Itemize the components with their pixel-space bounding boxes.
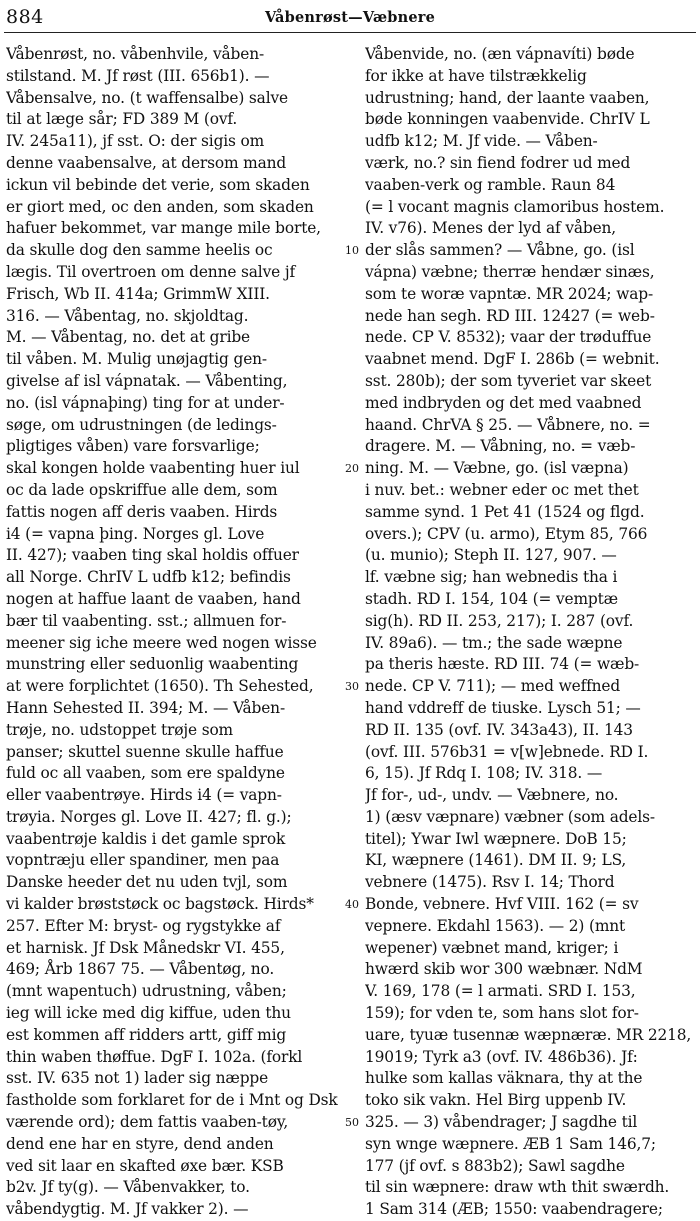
text-line: med indbryden og det med vaabned [365,393,642,412]
text-line: vaaben-verk og ramble. Raun 84 [365,175,616,194]
text-line: for ikke at have tilstrækkelig [365,66,587,85]
text-line: fattis nogen aff deris vaaben. Hirds [6,502,278,521]
text-line: til våben. M. Mulig unøjagtig gen- [6,350,267,369]
line-number: 40 [345,898,359,912]
text-line: IV. 89a6). — tm.; the sade wæpne [365,633,623,652]
text-line: (= l vocant magnis clamoribus hostem. [365,197,665,216]
text-line: Våbenrøst, no. våbenhvile, våben- [6,45,265,63]
text-line: til sin wæpnere: draw wth thit swærdh. [365,1178,670,1197]
text-line: værk, no.? sin fiend fodrer ud med [365,153,631,172]
page-header [0,0,700,40]
text-line: b2v. Jf ty(g). — Våbenvakker, to. [6,1178,250,1197]
text-line: 316. — Våbentag, no. skjoldtag. [6,306,249,325]
text-line: II. 427); vaaben ting skal holdis offuer [6,546,299,565]
text-line: vaabentrøje kaldis i det gamle sprok [6,829,286,848]
text-line: vepnere. Ekdahl 1563). — 2) (mnt [365,916,626,935]
text-line: 1 Sam 314 (ÆB; 1550: vaabendragere; [365,1200,663,1219]
text-line: ieg will icke med dig kiffue, uden thu [6,1004,291,1023]
text-line: bær til vaabenting. sst.; allmuen for- [6,611,287,630]
text-line: vaabnet mend. DgF I. 286b (= webnit. [365,350,660,369]
text-line: som te woræ vapntæ. MR 2024; wap- [365,284,653,303]
line-number: 50 [345,1116,359,1130]
text-line: Våbensalve, no. (t waffensalbe) salve [6,88,288,107]
text-line: V. 169, 178 (= l armati. SRD I. 153, [365,982,636,1001]
text-line: vebnere (1475). Rsv I. 14; Thord [365,873,615,892]
text-line: dragere. M. — Våbning, no. = væb- [365,437,636,456]
text-line: til at læge sår; FD 389 M (ovf. [6,110,238,129]
text-line: syn wnge wæpnere. ÆB 1 Sam 146,7; [365,1134,656,1153]
text-line: ning. M. — Væbne, go. (isl væpna) [365,459,629,478]
text-line: munstring eller seduonlig waabenting [6,655,299,674]
running-head: Våbenrøst—Væbnere [264,9,436,26]
text-line: denne vaabensalve, at dersom mand [6,153,287,172]
text-line: i nuv. bet.: webner eder oc met thet [365,480,639,499]
text-line: hand vddreff de tiuske. Lysch 51; — [365,698,641,717]
text-line: pligtiges våben) vare forsvarlige; [6,437,260,456]
text-line: Våbenvide, no. (æn vápnavíti) bøde [365,45,635,63]
text-line: sst. IV. 635 not 1) lader sig næppe [6,1069,269,1088]
text-line: fuld oc all vaaben, som ere spaldyne [6,764,285,783]
text-line: KI, wæpnere (1461). DM II. 9; LS, [365,851,627,870]
text-line: lf. væbne sig; han webnedis tha i [365,568,618,587]
text-line: 325. — 3) våbendrager; J sagdhe til [365,1113,638,1132]
text-line: vopntræju eller spandiner, men paa [6,851,280,870]
text-line: hafuer bekommet, var mange mile borte, [6,219,321,238]
text-line: Jf for-, ud-, undv. — Væbnere, no. [365,786,619,805]
text-line: oc da lade opskriffue alle dem, som [6,480,278,499]
text-line: IV. v76). Menes der lyd af våben, [365,219,617,238]
header-rule [4,32,696,33]
text-line: søge, om udrustningen (de ledings- [6,415,277,434]
text-line: (u. munio); Steph II. 127, 907. — [365,546,617,565]
text-line: stilstand. M. Jf røst (III. 656b1). — [6,66,270,85]
text-line: da skulle dog den samme heelis oc [6,241,273,260]
text-line: udrustning; hand, der laante vaaben, [365,88,650,107]
text-line: Hann Sehested II. 394; M. — Våben- [6,698,285,717]
text-line: 19019; Tyrk a3 (ovf. IV. 486b36). Jf: [365,1047,638,1066]
line-number: 10 [345,244,359,258]
text-line: 159); for vden te, som hans slot for- [365,1004,639,1023]
text-line: uare, tyuæ tusennæ wæpnæræ. MR 2218, [365,1025,692,1044]
text-line: 257. Efter M: bryst- og rygstykke af [6,916,281,935]
text-line: est kommen aff ridders artt, giff mig [6,1025,287,1044]
text-line: eller vaabentrøye. Hirds i4 (= vapn- [6,786,282,805]
text-line: stadh. RD I. 154, 104 (= vemptæ [365,589,618,608]
text-line: hwærd skib wor 300 wæbnær. NdM [365,960,643,979]
text-line: et harnisk. Jf Dsk Månedskr VI. 455, [6,938,285,957]
text-line: panser; skuttel suenne skulle haffue [6,742,284,761]
text-line: at were forplichtet (1650). Th Sehested, [6,677,314,696]
text-line: Frisch, Wb II. 414a; GrimmW XIII. [6,284,270,303]
text-line: all Norge. ChrIV L udfb k12; befindis [6,568,291,587]
text-line: der slås sammen? — Våbne, go. (isl [365,241,635,260]
text-line: wepener) væbnet mand, kriger; i [365,938,619,957]
page-number: 884 [6,6,44,28]
text-line: ved sit laar en skafted øxe bær. KSB [6,1156,284,1175]
text-line: 6, 15). Jf Rdq I. 108; IV. 318. — [365,764,603,783]
text-line: 177 (jf ovf. s 883b2); Sawl sagdhe [365,1156,625,1175]
text-line: skal kongen holde vaabenting huer iul [6,459,300,478]
text-line: titel); Ywar Iwl wæpnere. DoB 15; [365,829,627,848]
line-number: 30 [345,680,359,694]
text-line: 1) (æsv væpnare) væbner (som adels- [365,807,655,826]
text-line: RD II. 135 (ovf. IV. 343a43), II. 143 [365,720,633,739]
text-line: bøde konningen vaabenvide. ChrIV L [365,110,650,129]
text-line: hulke som kallas väknara, thy at the [365,1069,643,1088]
text-line: nogen at haffue laant de vaaben, hand [6,589,301,608]
text-line: no. (isl vápnaþing) ting for at under- [6,393,285,412]
text-line: haand. ChrVA § 25. — Våbnere, no. = [365,415,651,434]
text-line: givelse af isl vápnatak. — Våbenting, [6,371,288,390]
text-line: toko sik vakn. Hel Birg uppenb IV. [365,1091,627,1110]
text-line: pa theris hæste. RD III. 74 (= wæb- [365,655,640,674]
text-line: Bonde, vebnere. Hvf VIII. 162 (= sv [365,895,639,914]
text-line: lægis. Til overtroen om denne salve jf [6,262,295,281]
text-line: Danske heeder det nu uden tvjl, som [6,873,288,892]
line-number: 20 [345,462,359,476]
right-column [365,44,695,1221]
text-line: nede. CP V. 711); — med weffned [365,677,621,696]
text-line: (ovf. III. 576b31 = v[w]ebnede. RD I. [365,742,649,761]
text-line: er giort med, oc den anden, som skaden [6,197,314,216]
text-line: dend ene har en styre, dend anden [6,1134,274,1153]
text-line: 469; Årb 1867 75. — Våbentøg, no. [6,960,275,979]
text-line: nede. CP V. 8532); vaar der trøduffue [365,328,652,347]
text-line: nede han segh. RD III. 12427 (= web- [365,306,655,325]
text-line: udfb k12; M. Jf vide. — Våben- [365,132,598,151]
text-line: våbendygtig. M. Jf vakker 2). — [6,1200,249,1219]
text-line: ickun vil bebinde det verie, som skaden [6,175,310,194]
text-line: (mnt wapentuch) udrustning, våben; [6,982,287,1001]
text-line: IV. 245a11), jf sst. O: der sigis om [6,132,265,151]
text-line: sst. 280b); der som tyveriet var skeet [365,371,652,390]
text-line: vi kalder brøststøck oc bagstøck. Hirds* [6,895,314,914]
text-line: trøje, no. udstoppet trøje som [6,720,234,739]
text-line: samme synd. 1 Pet 41 (1524 og flgd. [365,502,645,521]
text-line: vápna) væbne; therræ hendær sinæs, [365,262,655,281]
text-line: thin waben thøffue. DgF I. 102a. (forkl [6,1047,303,1066]
text-line: værende ord); dem fattis vaaben-tøy, [6,1113,289,1132]
text-line: overs.); CPV (u. armo), Etym 85, 766 [365,524,648,543]
text-line: fastholde som forklaret for de i Mnt og Dsk [6,1091,338,1110]
text-line: trøyia. Norges gl. Love II. 427; fl. g.); [6,807,292,826]
text-line: sig(h). RD II. 253, 217); I. 287 (ovf. [365,611,634,630]
text-line: meener sig iche meere wed nogen wisse [6,633,317,652]
text-line: M. — Våbentag, no. det at gribe [6,328,250,347]
left-column [6,44,340,1221]
text-line: i4 (= vapna þing. Norges gl. Love [6,524,265,543]
